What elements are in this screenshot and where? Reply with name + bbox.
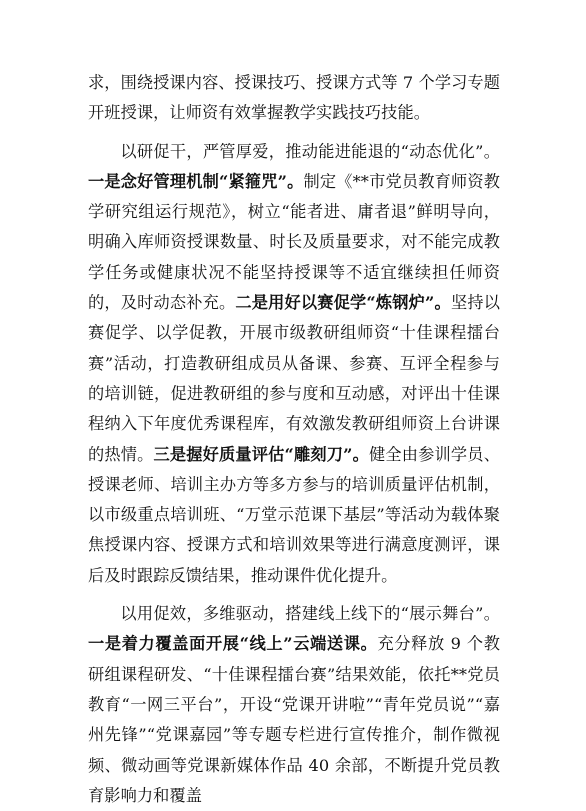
point-4-text: 充分释放 9 个教研组课程研发、“十佳课程擂台赛”结果效能，依托**党员教育“一网三平台”，开设“党课开讲啦”“青年党员说”“嘉州先锋”“党课嘉园”等专题专栏进行宣传推介，制作微视频、微动画等党课新媒体作品 40 余部，不断提升党员教育影响力和覆盖	[88, 634, 500, 805]
point-1-heading: 一是念好管理机制“紧箍咒”。	[88, 171, 304, 191]
document-body	[88, 68, 500, 811]
point-2-heading: 二是用好以赛促学“炼钢炉”。	[235, 293, 451, 313]
paragraph-2-lead: 以研促干，严管厚爱，推动能进能退的“动态优化”。	[120, 141, 500, 161]
paragraph-3-lead: 以用促效，多维驱动，搭建线上线下的“展示舞台”。	[120, 604, 500, 624]
paragraph-1	[88, 68, 500, 129]
paragraph-3	[88, 599, 500, 811]
paragraph-1-text: 求，围绕授课内容、授课技巧、授课方式等 7 个学习专题开班授课，让师资有效掌握教学实践技巧技能。	[88, 73, 500, 123]
point-4-heading: 一是着力覆盖面开展“线上”云端送课。	[88, 634, 378, 654]
point-1-text: 制定《**市党员教育师资教学研究组运行规范》，树立“能者进、庸者退”鲜明导向，明确入库师资授课数量、时长及质量要求，对不能完成教学任务或健康状况不能坚持授课等不适宜继续担任师资的，及时动态补充。	[88, 171, 500, 313]
point-3-text: 健全由参训学员、授课老师、培训主办方等多方参与的培训质量评估机制，以市级重点培训班、“万堂示范课下基层”等活动为载体聚焦授课内容、授课方式和培训效果等进行满意度测评，课后及时跟踪反馈结果，推动课件优化提升。	[88, 444, 500, 585]
paragraph-2	[88, 137, 500, 591]
point-2-text: 坚持以赛促学、以学促教，开展市级教研组师资“十佳课程擂台赛”活动，打造教研组成员从备课、参赛、互评全程参与的培训链，促进教研组的参与度和互动感，对评出十佳课程纳入下年度优秀课程库，有效激发教研组师资上台讲课的热情。	[88, 293, 500, 464]
point-3-heading: 三是握好质量评估“雕刻刀”。	[153, 444, 370, 464]
